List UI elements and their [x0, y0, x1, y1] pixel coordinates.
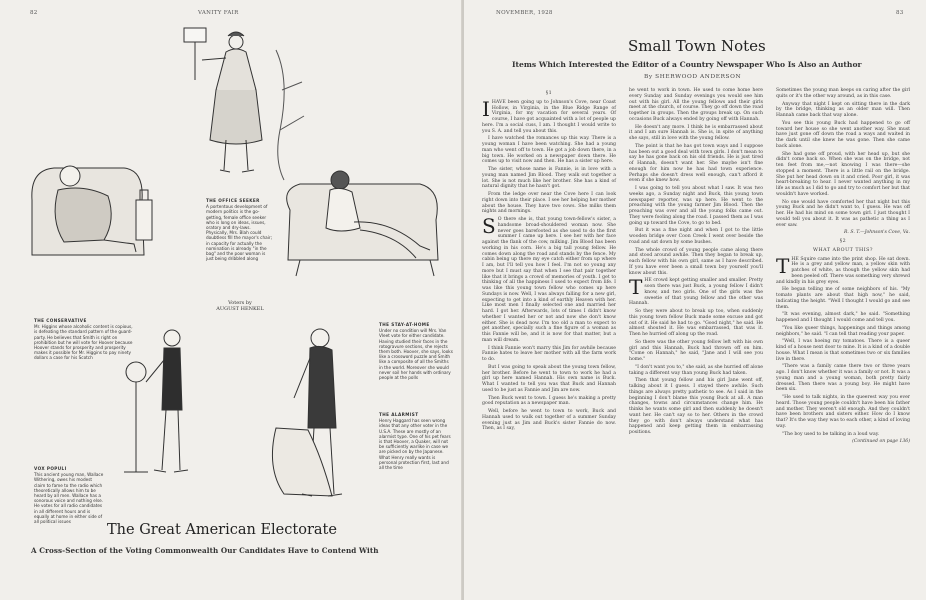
paragraph-text: I was going to tell you about what I saw. It was two weeks ago, a Sunday night and Buck, this young town newspaper reporter, was up here. He went to the preaching with the young farmer Jim Blood. Then the preaching was over and all the young folks came out. They were fooling along the road. I passed them as I was going up toward the Cove, to go to bed. — [629, 186, 763, 226]
paragraph-text: The sister, whose name is Fannie, is in love with a young man named Jim Blood. They walk out together a lot. She is not much like her brother. She has a kind of natural dignity that he hasn't got. — [482, 167, 616, 190]
caption-heading: VOX POPULI — [34, 466, 67, 471]
left-running-header: VANITY FAIR — [198, 10, 239, 16]
article-paragraph — [776, 339, 910, 362]
left-folio: 82 — [30, 10, 38, 16]
illustration-credit — [205, 300, 275, 312]
article-paragraph — [629, 88, 763, 123]
article-paragraph — [629, 186, 763, 226]
drop-cap: I — [482, 96, 490, 121]
letter-signature — [776, 230, 910, 236]
paragraph-text: So there was the other young fellow left with his own girl and this Hannah, Buck had thrown off on him. "Come on Hannah," he said, "Jane and I will see you home." — [629, 339, 763, 362]
right-page — [464, 0, 926, 600]
article-paragraph — [629, 248, 763, 277]
right-date: NOVEMBER, 1928 — [496, 10, 553, 16]
article-paragraph — [776, 312, 910, 324]
drop-cap: T — [629, 275, 643, 300]
article-paragraph — [482, 409, 616, 432]
paragraph-text: I think Fannie won't marry this Jim for awhile because Fannie hates to leave her mother with all the farm work to do. — [482, 345, 616, 362]
caption-body: This ancient young man, Wallace Withering, owes his modest claim to fame to the radio which theoretically allows him to be heard by all men. Wallace has a sonorous voice and nothing else. He votes for all radio candidates in all different hours and is equally at home in either side of all political issues — [34, 472, 104, 525]
caption-body: Under no condition will Mrs. Van Vleet vote for either candidate. Having studied their faces in the rotogravure sections, she rejects them both. Hoover, she says, looks like a crossword puzzle and Smith like a composite of all the Smiths in the world. Moreover she would never soil her hands with ordinary people at the polls — [379, 328, 453, 381]
continued-notice — [776, 439, 910, 445]
paragraph-text: The whole crowd of young people came along there and stood around awhile. Then they began to break up, each fellow with his own girl, same as I have described. If you have ever been a small town boy yourself you'll know about this. — [629, 247, 763, 276]
paragraph-text: Then Buck went to town. I guess he's making a pretty good reputation as a newspaper man. — [482, 395, 616, 407]
article-paragraph — [776, 326, 910, 338]
section-heading: §2 — [839, 239, 847, 244]
caption-alarmist — [379, 412, 453, 470]
drop-cap: S — [482, 214, 496, 238]
paragraph-text: R. S. T.—Johnson's Cove, Va. — [843, 230, 910, 236]
section-heading: WHAT ABOUT THIS? — [813, 247, 873, 253]
left-page — [0, 0, 462, 600]
left-page-title: The Great American Electorate — [107, 522, 337, 538]
article-paragraph — [776, 152, 910, 198]
paragraph-text: Well, before he went to town to work, Buck and Hannah used to walk out together of a summer Sunday evening just as Jim and Buck's sister Fannie do now. Then, as I say, — [482, 409, 616, 432]
paragraph-text: Sometimes the young man keeps on caring after the girl quits or it's the other way around, as in this case. — [776, 88, 910, 99]
paragraph-text: "He used to talk nights, in the queerest way you ever heard. Those young people couldn't have been his father and mother. They weren't old enough. And they couldn't have been brothers and sisters either. How do I know that? It's the way they was to each other, a kind of loving way. — [776, 395, 910, 429]
paragraph-text: But I was going to speak about the young town fellow, her brother. Before he went to town to work he had a girl up here named Hannah. His own name is Buck. What I wanted to tell you was that Buck and Hannah used to be just as Fannie and Jim are now. — [482, 364, 616, 393]
article-paragraph — [482, 192, 616, 215]
article-paragraph — [482, 365, 616, 394]
article-paragraph — [482, 214, 616, 344]
paragraph-text: But it was a fine night and when I got to the little wooden bridge over Coon Creek I went over beside the road and sat down by some bushes. — [629, 228, 763, 245]
credit-line-2: AUGUST HENKEL — [216, 306, 264, 312]
caption-heading: THE CONSERVATIVE — [34, 318, 87, 323]
caption-body: Mr. Higgins whose alcoholic content is copious, is defeating the standard pattern of the guard-party. He believes that Smith is right on prohibition but he will vote for Hoover because Hoover stands for prosperity and prosperity makes it possible for Mr. Higgins to pay ninety dollars a case for his Scotch — [34, 324, 133, 361]
paragraph-text: (Continued on page 136) — [852, 439, 910, 445]
caption-heading: THE ALARMIST — [379, 412, 419, 417]
article-paragraph — [629, 228, 763, 245]
article-paragraph — [629, 378, 763, 436]
paragraph-text: Then that young fellow and his girl Jane went off, talking about it I guess. I stayed there awhile. Such things are always pretty pathetic to see. As I said in the beginning I don't blame this young Buck at all. A man changes, towns and circumstances change him. He thinks he wants some girl and then suddenly he doesn't want her. He can't say so to her. Others in the crowd they go with don't always understand what has happened and keep getting them in embarrassing positions. — [629, 378, 763, 435]
paragraph-text: "Well, I was hoeing my tomatoes. There is a queer kind of a house next door to mine. It is a kind of a double house. What I mean is that sometimes two or six families live in there. — [776, 339, 910, 362]
article-paragraph — [482, 136, 616, 165]
article-paragraph — [482, 396, 616, 408]
conservative-illustration — [24, 140, 164, 265]
article-column-2 — [629, 88, 763, 438]
article-paragraph — [482, 167, 616, 190]
article-paragraph — [776, 88, 910, 100]
article-column-1 — [482, 88, 616, 434]
paragraph-text: I have watched the romances up this way. There is a young woman I have been watching. She had a young man who went off to town. He got a job down there, in a big town. He worked on a newspaper down there. He comes up to visit now and then. He has a sister up here. — [482, 136, 616, 165]
right-folio: 83 — [896, 10, 904, 16]
paragraph-text: "It was evening, almost dark," he said. "Something happened and I thought I would come and tell you. — [776, 312, 910, 323]
article-paragraph — [776, 200, 910, 229]
article-paragraph — [776, 432, 910, 438]
caption-body: Henry Haggard has seen wrong ideas that any other voter in the U.S.A. These are mostly of an alarmist type. One of his pet fears is that Hoover, a Quaker, will not be sufficiently warlike in case we are picked on by the Japanese. What Henry really wants is personal protection first, last and all the time — [379, 418, 451, 471]
left-page-subtitle: A Cross-Section of the Voting Commonwealth Our Candidates Have to Contend With — [31, 546, 379, 555]
caption-body: A portentous development of modern politics is the go-getting, female office seeker who is long on ideas, issues, oratory and dry-laws. Physically, Mrs. Blah could doubtless fill the mayor's chair; in capacity for actually the nomination is already "in the bag" and the poor woman is just being dribbled along — [206, 204, 272, 262]
article-paragraph — [776, 121, 910, 150]
credit-line-1: Voters by — [228, 300, 252, 306]
paragraph-text: "You like queer things, happenings and things among neighbors," he said. "I can tell that reading your paper. — [776, 325, 910, 337]
vox-populi-illustration — [114, 320, 204, 490]
article-title: Small Town Notes — [628, 37, 766, 55]
article-paragraph — [629, 309, 763, 338]
article-paragraph — [776, 364, 910, 393]
paragraph-text: She had gone off proud, with her head up, but she didn't come back so. When she was on the bridge, not ten feet from me,—not knowing I was there—she stopped a moment. There is a little rail on the bridge. She put her head down on it and cried. Poor girl, it was heart-breaking to hear. I never wanted anything in my life as much as I did to go and try to comfort her but that wouldn't have worked. — [776, 151, 910, 197]
paragraph-text: "I don't want you to," she said, as she hurried off alone taking a different way than young Buck had taken. — [629, 364, 763, 376]
paragraph-text: No one would have comforted her that night but this young Buck and he didn't want to, I guess. He was off her. He had his mind on some town girl. I just thought I would tell you about it. It was as pathetic a thing as I ever saw. — [776, 199, 910, 228]
caption-heading: THE OFFICE SEEKER — [206, 198, 260, 203]
article-subtitle: Items Which Interested the Editor of a Country Newspaper Who Is Also an Author — [512, 60, 862, 69]
article-byline: By SHERWOOD ANDERSON — [644, 74, 742, 80]
paragraph-text: He began telling me of some neighbors of his. "My tomato plants are about that high now," he said, indicating the height. "Well I thought I would go and see them. — [776, 287, 910, 310]
article-paragraph — [629, 365, 763, 377]
section-marker: §1 — [545, 91, 553, 96]
paragraph-text: From the ledge over near the Cove here I can look right down into their place. I see her helping her mother about the house. They have two cows. She milks them nights and mornings. — [482, 192, 616, 215]
article-paragraph — [776, 287, 910, 310]
caption-stay-at-home — [379, 322, 453, 380]
paragraph-text: So they were about to break up too, when suddenly this young town fellow Buck made some excuse and got out of it. He said he had to go. "Good night," he said. He almost shouted it. He was embarrassed, that was it. Then he hurried off along up the road. — [629, 309, 763, 337]
article-paragraph — [776, 253, 910, 286]
alarmist-illustration — [236, 318, 376, 508]
caption-heading: THE STAY-AT-HOME — [379, 322, 430, 327]
article-paragraph — [482, 346, 616, 363]
paragraph-text: "There was a family came there two or three years ago. I don't know whether it was a family or not. It was a young man and a young woman, both pretty fairly dressed. Then there was a young boy. He might have been six. — [776, 364, 910, 393]
article-paragraph — [629, 125, 763, 142]
article-paragraph — [776, 102, 910, 119]
caption-vox-populi — [34, 466, 104, 524]
paragraph-text: O there she is, that young town-fellow's sister, a handsome broad-shouldered woman now. She never goes barefooted as she used to do the first summer I came up here. I see her with her face against the flank of the cow, milking. Jim Blood has been working in his corn. He's a big tall young fellow. He comes down along the road and stands by the fence. My cabin being up there my eye catch either from up where I am, but I'll tell you how I feel. I'm not so young any more but I must say that when I see that pair together like that it brings a crowd of memories of youth. I get to thinking of all the happiness I used to expect from life. I was like this young town fellow who comes up here Sundays is now. Well, I was always falling for a new girl, expecting to get into a kind of earthly Heaven with her. Like most men I finally selected one and married her hard. I got her. Afterwards, lots of times I didn't know whether I wanted her or not and now she don't know either. She is dead now. I'm too old a man to expect to get another, specially such a fine figure of a woman as this Fannie will be, and it is now for that matter, but a man will dream. — [482, 217, 616, 343]
paragraph-text: HAVE been going up to Johnson's Cove, near Coast Hollow, in Virginia, in the Blue Ridge Range of Virginia, for my vacation for several years. Of course, I have got acquainted with a lot of people up here. I'm a social cuss, I am. I thought I would write to you S. A. and tell you about this. — [482, 99, 616, 134]
paragraph-text: You see this young Buck had happened to go off toward her house so she went another way. She must have just gone off down the road a ways and waited in the dark until she knew he was gone. Then she came back alone. — [776, 120, 910, 149]
caption-office-seeker — [206, 198, 272, 261]
paragraph-text: he went to work in town. He used to come home here every Sunday and Sunday evenings you would see him out with his girl. All the young fellows and their girls meet at the church, of course. They go off down the road together in groups. Then the groups break up. On such occasions Buck always ended by going off with Hannah. — [629, 88, 763, 122]
paragraph-text: "The boy used to be talking in a loud way. — [782, 431, 880, 437]
paragraph-text: The point is that he has got town ways and I suppose has been out a good deal with town girls. I don't mean to say he has gone back on his old friends. He is just tired of Hannah, doesn't want her. She maybe isn't fine enough for him now he has had town experience. Perhaps she doesn't dress well enough, can't afford it even if she knew how. — [629, 143, 763, 184]
article-paragraph — [629, 144, 763, 184]
paragraph-text: HE Squire came into the print shop. He sat down. He is a grey and yellow man, a yellow skin with patches of white, as though the yellow skin had been peeled off. There was something very shrewd and kindly in his grey eyes. — [776, 256, 910, 285]
article-paragraph — [482, 96, 616, 135]
paragraph-text: Anyway that night I kept on sitting there in the dark by the bridge, thinking as an older man will. Then Hannah came back that way alone. — [776, 101, 910, 118]
article-paragraph — [629, 340, 763, 363]
article-column-3 — [776, 88, 910, 447]
paragraph-text: He doesn't any more. I think he is embarrassed about it and I am sure Hannah is. She is, in spite of anything she says, still in love with the young fellow. — [629, 124, 763, 141]
article-paragraph — [776, 395, 910, 430]
paragraph-text: HE crowd kept getting smaller and smaller. Pretty soon there was just Buck, a young fellow I didn't know, and two girls. One of the girls was the sweetie of that young fellow and the other was Hannah. — [629, 278, 763, 307]
drop-cap: T — [776, 253, 790, 278]
stay-at-home-illustration — [270, 150, 450, 285]
article-paragraph — [629, 275, 763, 307]
